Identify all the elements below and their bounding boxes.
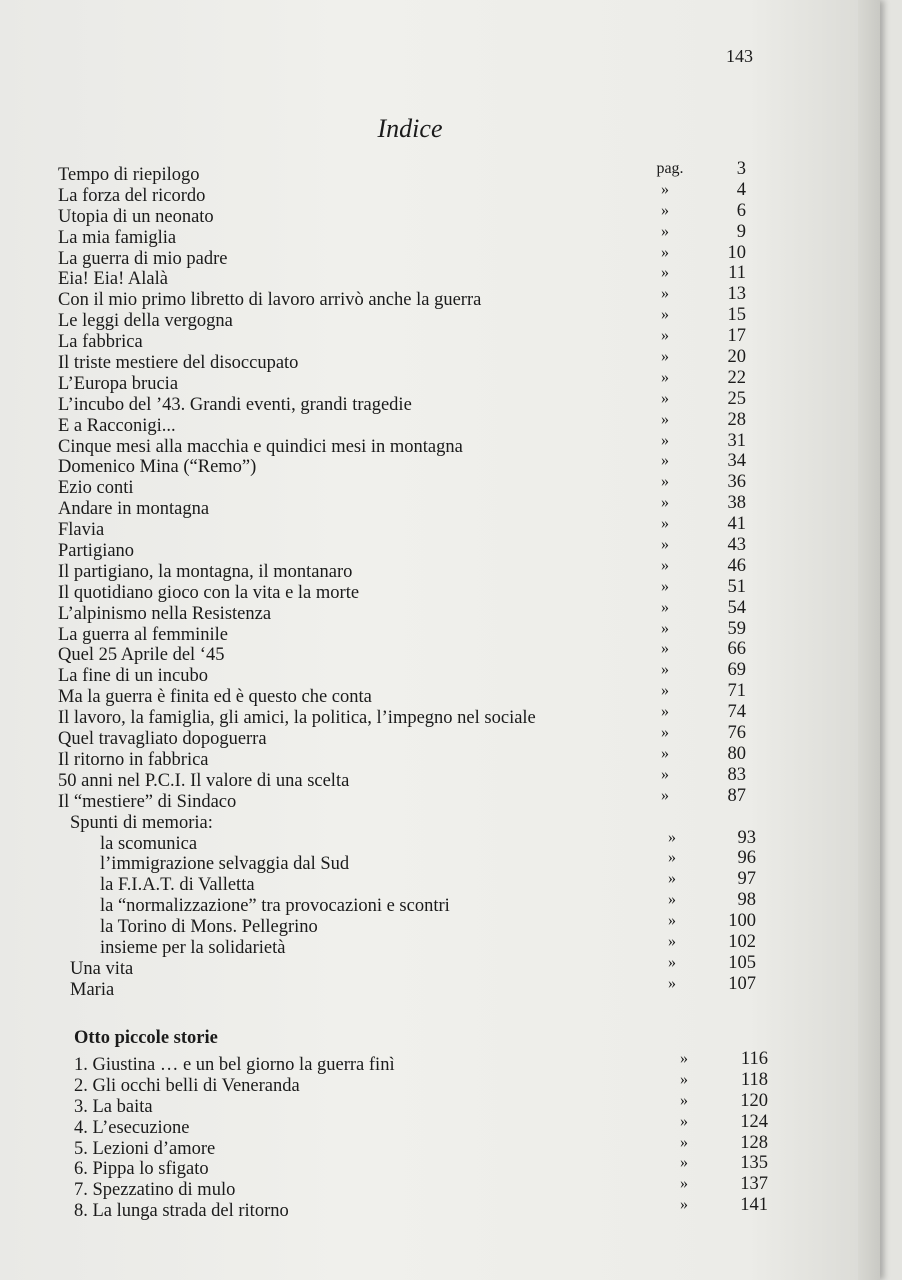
entry-page-number: 93: [737, 827, 756, 848]
entry-title: Il lavoro, la famiglia, gli amici, la politica, l’impegno nel sociale: [58, 708, 536, 729]
entry-marker: »: [680, 1196, 688, 1214]
toc-entry: [0, 1132, 880, 1159]
entry-title: 1. Giustina … e un bel giorno la guerra finì: [74, 1055, 395, 1075]
entry-title: La fine di un incubo: [58, 666, 209, 687]
entry-marker: »: [661, 368, 669, 386]
entry-marker: »: [668, 849, 676, 867]
entry-page-number: 54: [727, 597, 746, 618]
entry-marker: »: [661, 327, 669, 345]
entry-title: La guerra al femminile: [58, 624, 229, 645]
entry-title: Partigiano: [58, 541, 135, 562]
toc-entry: [0, 179, 880, 206]
entry-page-number: 38: [727, 493, 746, 514]
toc-entry: [0, 283, 880, 311]
entry-page-number: 25: [727, 388, 746, 409]
toc-entry: [0, 597, 880, 624]
entry-page-number: 107: [728, 973, 756, 994]
entry-title: Ezio conti: [58, 478, 134, 499]
entry-page-number: 4: [736, 179, 746, 200]
entry-page-number: 102: [728, 931, 756, 952]
entry-marker: »: [661, 724, 669, 742]
entry-page-number: 87: [727, 785, 746, 806]
toc-entry: [0, 450, 880, 478]
entry-title: L’incubo del ’43. Grandi eventi, grandi tragedie: [58, 394, 412, 415]
entry-page-number: 31: [727, 430, 746, 451]
toc-entry: [0, 1194, 880, 1222]
entry-title: Eia! Eia! Alalà: [58, 269, 168, 290]
entry-page-number: 36: [727, 472, 746, 493]
toc-entry: [0, 889, 880, 917]
toc-entry: [0, 1173, 880, 1201]
entry-page-number: 11: [728, 263, 746, 284]
entry-page-number: 100: [728, 911, 756, 932]
entry-title: Flavia: [58, 520, 105, 541]
entry-marker: »: [661, 452, 669, 470]
toc-entry: [0, 973, 880, 1000]
entry-marker: »: [661, 515, 669, 533]
toc-entry: [0, 1090, 880, 1117]
toc-entry: [0, 638, 880, 666]
entry-title: Quel travagliato dopoguerra: [58, 729, 267, 750]
entry-marker: »: [680, 1133, 688, 1151]
toc-entry: [0, 1152, 880, 1180]
toc-entry: [0, 680, 880, 708]
toc-entry: [0, 722, 880, 750]
toc-entry: [0, 221, 880, 248]
entry-page-number: 43: [727, 535, 746, 556]
entry-title: la scomunica: [100, 833, 198, 854]
entry-title: la F.I.A.T. di Valletta: [100, 875, 255, 896]
entry-title: E a Racconigi...: [58, 415, 176, 436]
toc-entry: [0, 847, 880, 875]
entry-page-number: 118: [740, 1069, 768, 1090]
entry-marker: »: [661, 201, 669, 219]
entry-marker: »: [661, 348, 669, 366]
toc-entry: [0, 513, 880, 541]
entry-title: insieme per la solidarietà: [100, 937, 286, 958]
entry-marker: »: [661, 598, 669, 616]
entry-marker: »: [661, 306, 669, 324]
entry-title: Il triste mestiere del disoccupato: [58, 353, 299, 374]
entry-marker: »: [661, 577, 669, 595]
entry-title: L’Europa brucia: [58, 373, 179, 394]
entry-title: 50 anni nel P.C.I. Il valore di una scelta: [58, 770, 350, 791]
entry-page-number: 9: [736, 221, 746, 242]
entry-title: Utopia di un neonato: [58, 206, 214, 227]
entry-page-number: 135: [740, 1153, 768, 1174]
entry-marker: »: [661, 682, 669, 700]
toc-entry: [0, 555, 880, 582]
entry-title: Quel 25 Aprile del ‘45: [58, 645, 225, 666]
toc-entry: [0, 346, 880, 374]
entry-title: La guerra di mio padre: [58, 248, 228, 269]
entry-marker: »: [680, 1154, 688, 1172]
entry-title: Il “mestiere” di Sindaco: [58, 791, 237, 812]
entry-title: la Torino di Mons. Pellegrino: [100, 917, 318, 938]
entry-page-number: 96: [737, 848, 756, 869]
toc-entry: [0, 785, 880, 812]
entry-title: La forza del ricordo: [58, 185, 206, 206]
toc-entry: [0, 868, 880, 896]
entry-title: Ma la guerra è finita ed è questo che conta: [58, 687, 372, 708]
entry-marker: »: [661, 744, 669, 762]
entry-marker: »: [661, 765, 669, 783]
entry-title: l’immigrazione selvaggia dal Sud: [100, 854, 350, 875]
entry-marker: »: [661, 180, 669, 198]
entry-marker: »: [661, 473, 669, 491]
toc-entry: [0, 931, 880, 958]
entry-marker: »: [680, 1091, 688, 1109]
entry-page-number: 83: [727, 764, 746, 785]
toc-entry: [0, 430, 880, 457]
toc-entry: [0, 534, 880, 562]
entry-page-number: 3: [736, 159, 746, 179]
entry-title: Cinque mesi alla macchia e quindici mesi in montagna: [58, 436, 463, 457]
entry-title: Con il mio primo libretto di lavoro arrivò anche la guerra: [58, 290, 482, 311]
entry-page-number: 51: [727, 576, 746, 597]
entry-marker: »: [680, 1175, 688, 1193]
entry-page-number: 17: [727, 326, 746, 347]
entry-marker: »: [661, 703, 669, 721]
entry-page-number: 6: [736, 200, 746, 221]
toc-entry: [0, 952, 880, 979]
entry-marker: »: [661, 431, 669, 449]
entry-page-number: 120: [740, 1090, 768, 1111]
toc-entry: [0, 304, 880, 332]
entry-title: Il ritorno in fabbrica: [58, 749, 209, 770]
entry-marker: »: [668, 828, 676, 846]
entry-page-number: 28: [727, 409, 746, 430]
index-title: Indice: [377, 114, 443, 143]
entry-page-number: 41: [727, 514, 746, 535]
entry-title: la “normalizzazione” tra provocazioni e scontri: [100, 896, 450, 917]
entry-page-number: 66: [727, 639, 746, 660]
toc-entry: [0, 409, 880, 436]
toc-entry: [0, 262, 880, 290]
entry-title: 3. La baita: [74, 1096, 153, 1117]
entry-title: 8. La lunga strada del ritorno: [74, 1201, 289, 1222]
entry-page-number: 34: [727, 451, 746, 472]
toc-entry: [0, 242, 880, 269]
entry-page-number: 98: [737, 890, 756, 911]
toc-entry: [0, 827, 880, 854]
entry-page-number: 80: [727, 743, 746, 764]
table-of-contents: [0, 158, 880, 1000]
entry-title: La mia famiglia: [58, 227, 177, 248]
entry-page-number: 116: [740, 1049, 768, 1069]
toc-entry: [0, 200, 880, 227]
entry-title: Una vita: [70, 958, 134, 979]
entry-marker: »: [680, 1050, 688, 1067]
entry-title: 4. L’esecuzione: [74, 1117, 190, 1138]
entry-title: Domenico Mina (“Remo”): [58, 457, 257, 478]
entry-page-number: 128: [740, 1132, 768, 1153]
entry-title: L’alpinismo nella Resistenza: [58, 603, 272, 624]
entry-marker: »: [668, 932, 676, 950]
entry-page-number: 15: [727, 305, 746, 326]
entry-title: 2. Gli occhi belli di Veneranda: [74, 1075, 300, 1096]
entry-marker: »: [661, 619, 669, 637]
toc-entry: [0, 743, 880, 770]
entry-title: Andare in montagna: [58, 499, 210, 520]
entry-title: La fabbrica: [58, 332, 143, 353]
toc-entry: [0, 701, 880, 729]
entry-title: Maria: [70, 979, 115, 1000]
entry-title: Le leggi della vergogna: [58, 311, 233, 332]
toc-entry: [0, 492, 880, 520]
stories-heading-text: Otto piccole storie: [74, 1028, 218, 1048]
entry-page-number: 137: [740, 1174, 768, 1195]
entry-marker: »: [668, 953, 676, 971]
entry-marker: »: [661, 556, 669, 574]
toc-entry: [0, 576, 880, 603]
entry-marker: »: [680, 1112, 688, 1130]
section-title: Spunti di memoria:: [70, 812, 213, 833]
entry-page-number: 71: [727, 681, 746, 702]
entry-page-number: 59: [727, 618, 746, 639]
entry-title: 5. Lezioni d’amore: [74, 1138, 216, 1159]
toc-entry: [0, 471, 880, 499]
toc-entry: [0, 1069, 880, 1096]
entry-page-number: 46: [727, 555, 746, 576]
entry-page-number: 141: [740, 1195, 768, 1216]
entry-marker: »: [661, 536, 669, 554]
toc-entry: [0, 910, 880, 938]
entry-page-number: 10: [727, 242, 746, 263]
entry-marker: »: [680, 1070, 688, 1088]
toc-entry: [0, 1111, 880, 1138]
entry-marker: pag.: [656, 160, 684, 177]
toc-entry: [0, 764, 880, 791]
entry-title: Tempo di riepilogo: [58, 165, 200, 185]
entry-marker: »: [668, 974, 676, 992]
entry-page-number: 22: [727, 367, 746, 388]
entry-marker: »: [661, 264, 669, 282]
entry-marker: »: [668, 912, 676, 930]
toc-entry: [0, 158, 880, 185]
entry-page-number: 20: [727, 347, 746, 368]
toc-entry: [0, 325, 880, 353]
entry-marker: »: [661, 222, 669, 240]
entry-page-number: 105: [728, 952, 756, 973]
page-number: 143: [726, 46, 753, 66]
toc-entry: [0, 618, 880, 645]
entry-title: 7. Spezzatino di mulo: [74, 1180, 236, 1201]
toc-entry: [0, 659, 880, 687]
entry-page-number: 13: [727, 284, 746, 305]
entry-marker: »: [661, 243, 669, 261]
entry-page-number: 69: [727, 660, 746, 681]
entry-page-number: 76: [727, 723, 746, 744]
entry-page-number: 124: [740, 1111, 768, 1132]
entry-marker: »: [661, 410, 669, 428]
entry-marker: »: [661, 389, 669, 407]
stories-heading: [0, 1026, 880, 1048]
entry-title: 6. Pippa lo sfigato: [74, 1159, 209, 1180]
toc-section-heading: [0, 806, 880, 833]
entry-marker: »: [661, 640, 669, 658]
entry-marker: »: [661, 285, 669, 303]
toc-entry: [0, 1048, 880, 1075]
entry-marker: »: [661, 661, 669, 679]
entry-page-number: 74: [727, 702, 746, 723]
entry-title: Il partigiano, la montagna, il montanaro: [58, 561, 353, 582]
toc-entry: [0, 388, 880, 415]
entry-marker: »: [668, 870, 676, 888]
entry-title: Il quotidiano gioco con la vita e la morte: [58, 582, 360, 603]
entry-page-number: 97: [737, 869, 756, 890]
entry-marker: »: [668, 891, 676, 909]
toc-entry: [0, 367, 880, 394]
stories-section: [0, 1026, 880, 1222]
entry-marker: »: [661, 494, 669, 512]
entry-marker: »: [661, 786, 669, 804]
